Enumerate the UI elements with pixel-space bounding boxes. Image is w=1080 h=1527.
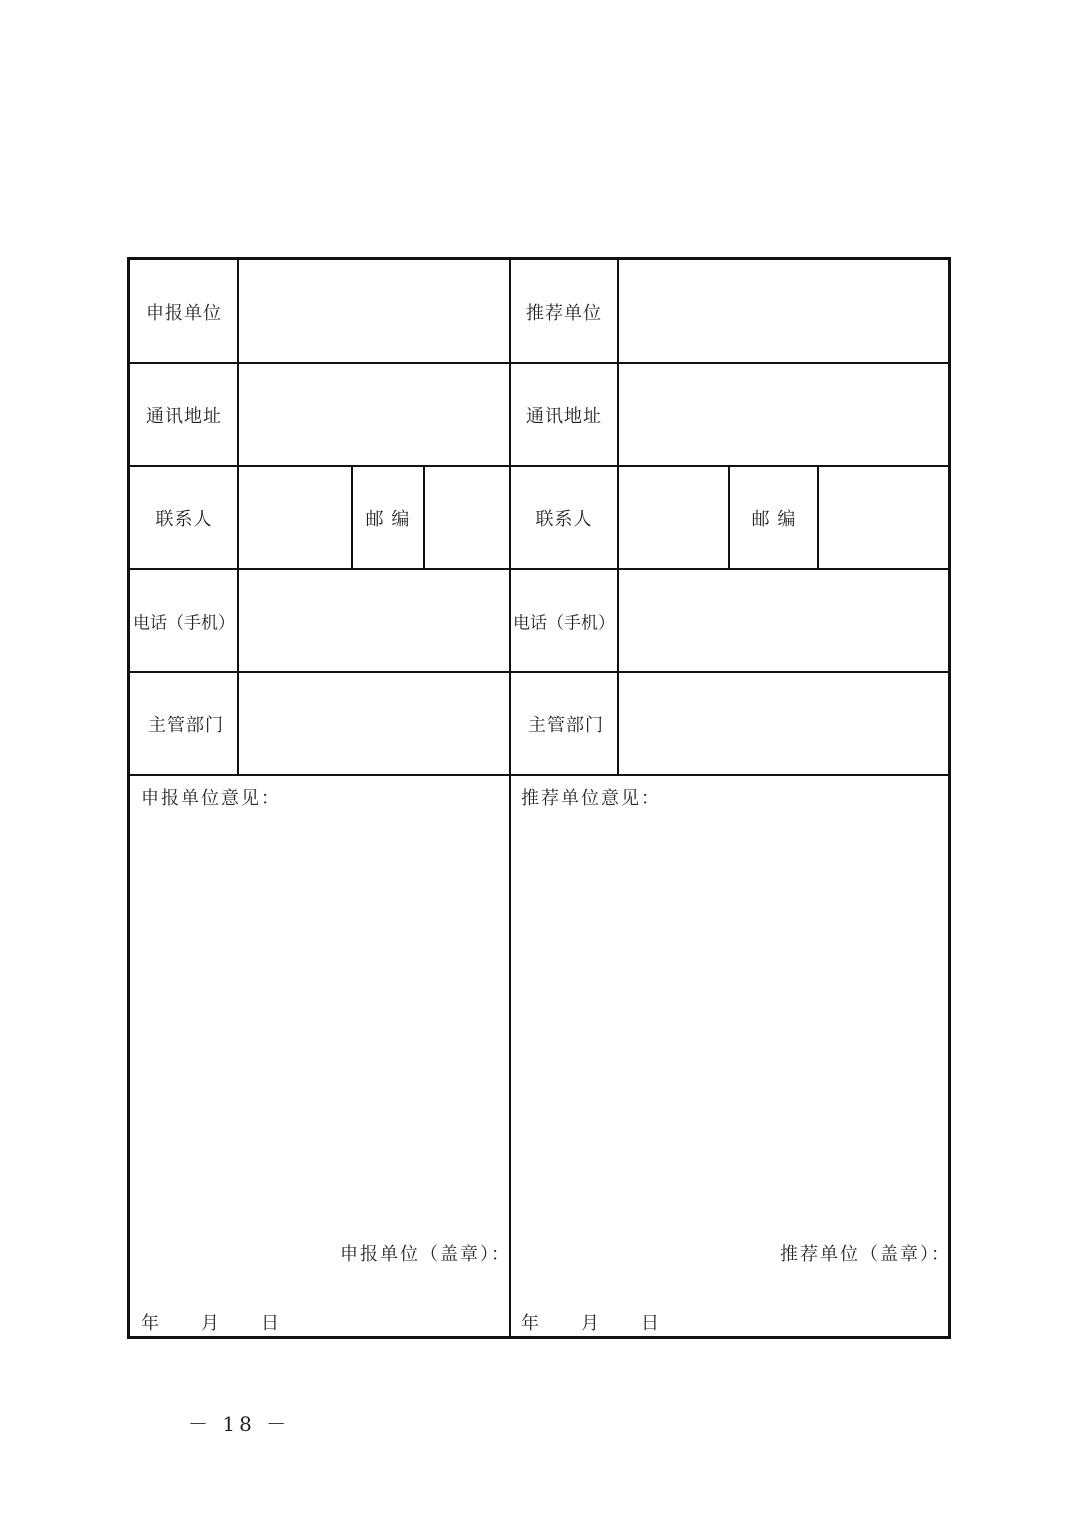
label-applicant-date: 年 月 日	[141, 1313, 281, 1334]
label-recommend-unit: 推荐单位	[526, 303, 602, 324]
label-recommend-date: 年 月 日	[521, 1313, 661, 1334]
label-postcode-left: 邮 编	[365, 509, 411, 530]
department-field-left[interactable]	[239, 673, 509, 774]
contact-field-left[interactable]	[239, 467, 351, 568]
label-recommend-opinion: 推荐单位意见：	[521, 788, 661, 809]
label-phone-left: 电话（手机）	[133, 613, 235, 634]
postcode-field-right[interactable]	[819, 467, 948, 568]
page-number: － 18 －	[188, 1412, 291, 1436]
grid-line	[728, 466, 730, 569]
phone-field-left[interactable]	[239, 570, 509, 671]
recommend-unit-field[interactable]	[619, 260, 948, 362]
applicant-unit-field[interactable]	[239, 260, 509, 362]
label-department-right: 主管部门	[528, 715, 604, 736]
address-field-left[interactable]	[239, 364, 509, 465]
label-postcode-right: 邮 编	[751, 509, 797, 530]
application-form-table	[127, 257, 951, 1339]
label-applicant-seal: 申报单位（盖章）：	[340, 1244, 511, 1265]
grid-line	[130, 774, 948, 776]
label-applicant-unit: 申报单位	[146, 303, 222, 324]
postcode-field-left[interactable]	[425, 467, 509, 568]
label-department-left: 主管部门	[148, 715, 224, 736]
label-recommend-seal: 推荐单位（盖章）：	[780, 1244, 951, 1265]
label-contact-right: 联系人	[535, 509, 593, 530]
phone-field-right[interactable]	[619, 570, 948, 671]
address-field-right[interactable]	[619, 364, 948, 465]
label-applicant-opinion: 申报单位意见：	[141, 788, 281, 809]
grid-line	[351, 466, 353, 569]
recommend-opinion-field[interactable]	[511, 810, 948, 1230]
label-phone-right: 电话（手机）	[513, 613, 615, 634]
label-contact-left: 联系人	[155, 509, 213, 530]
department-field-right[interactable]	[619, 673, 948, 774]
contact-field-right[interactable]	[619, 467, 728, 568]
applicant-opinion-field[interactable]	[130, 810, 509, 1230]
label-address-right: 通讯地址	[526, 406, 602, 427]
label-address-left: 通讯地址	[146, 406, 222, 427]
